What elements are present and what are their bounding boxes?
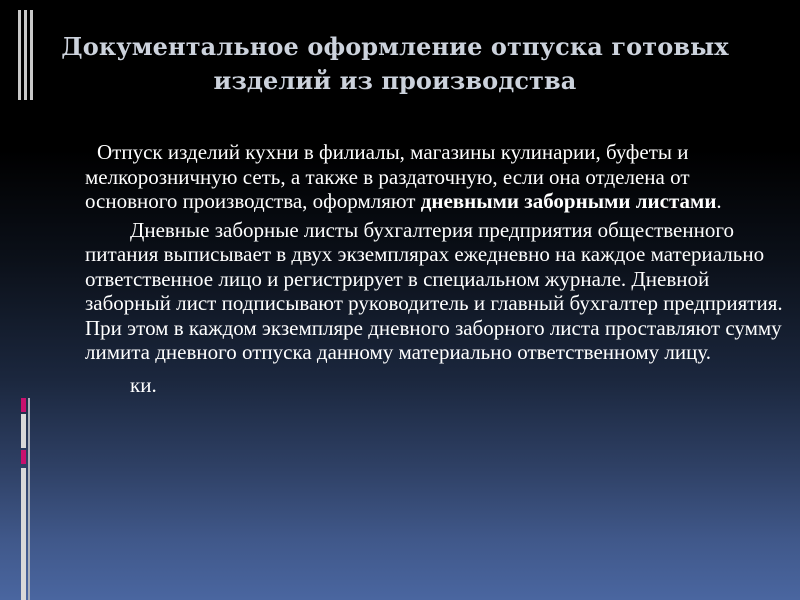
paragraph-dispatch-term: дневными заборными листами (420, 189, 717, 213)
paragraph-dispatch (85, 140, 785, 214)
decorative-bars-top (18, 10, 34, 100)
deco-light-bar (21, 468, 26, 600)
slide-title: Документальное оформление отпуска готовых изделий из производства (61, 32, 729, 95)
deco-thin-line (28, 398, 30, 600)
paragraph-dispatch-text: Отпуск изделий кухни в филиалы, магазины кулинарии, буфеты и мелкорозничную сеть, а также в раздаточную, если она отделена от основного производства, оформляют (85, 140, 690, 213)
deco-strip (24, 10, 27, 100)
paragraph-tail: ки. (130, 372, 157, 397)
deco-accent-bar (21, 398, 26, 412)
paragraph-daily-sheets: Дневные заборные листы бухгалтерия предприятия общественного питания выписывает в двух экземплярах ежедневно на каждое материально ответственное лицо и регистрирует в специальном журнале. Дневной заборный лист подписывают руководитель и главный бухгалтер предприятия. При этом в каждом экземпляре дневного заборного листа проставляют сумму лимита дневного отпуска данному материально ответственному лицу. (85, 217, 783, 364)
deco-strip (18, 10, 21, 100)
deco-light-bar (21, 414, 26, 448)
slide-body (85, 140, 785, 397)
decorative-bars-bottom (18, 398, 34, 600)
paragraph-dispatch-end: . (716, 189, 722, 213)
deco-accent-bar (21, 450, 26, 464)
deco-strip (30, 10, 33, 100)
